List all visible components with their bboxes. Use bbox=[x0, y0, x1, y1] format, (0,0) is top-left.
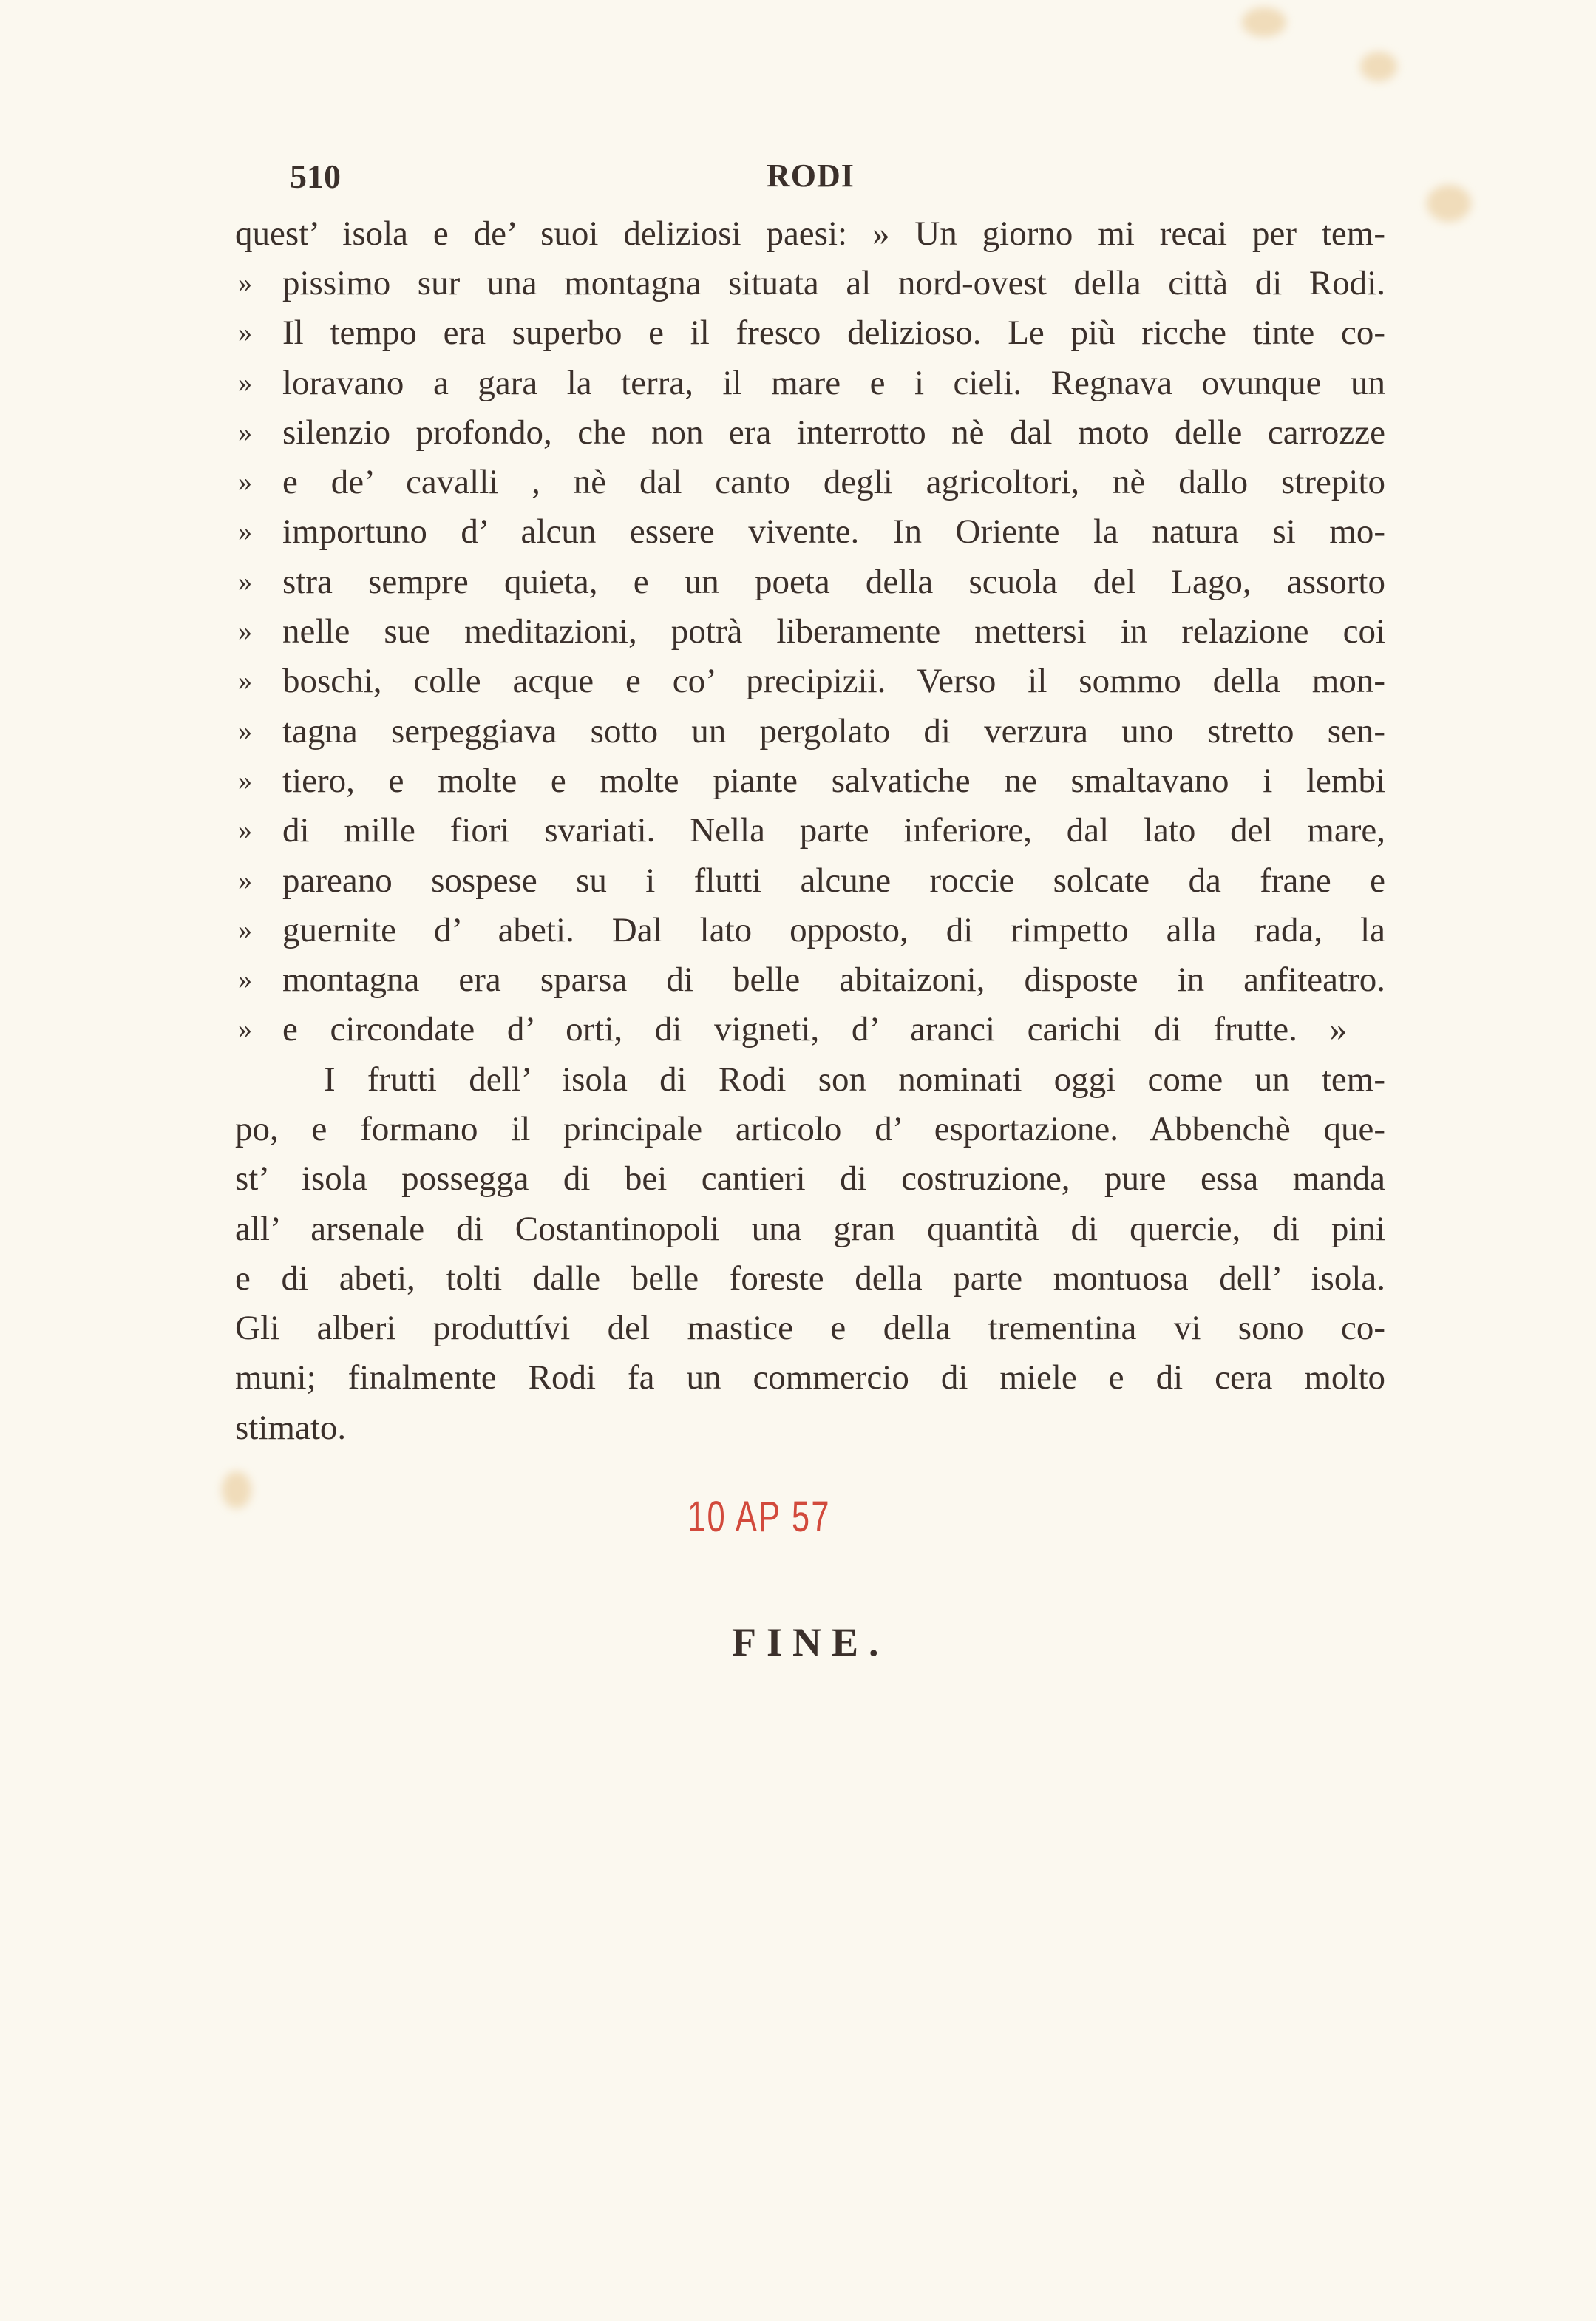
running-title: RODI bbox=[767, 157, 855, 194]
text-line bbox=[235, 1253, 1385, 1303]
line-text: nelle sue meditazioni, potrà liberamente mettersi in relazione coi bbox=[282, 612, 1385, 651]
text-line bbox=[235, 756, 1385, 805]
line-text: tiero, e molte e molte piante salvatiche ne smaltavano i lembi bbox=[282, 761, 1385, 800]
line-text: di mille fiori svariati. Nella parte inferiore, dal lato del mare, bbox=[282, 811, 1385, 850]
line-text: importuno d’ alcun essere vivente. In Oriente la natura si mo- bbox=[282, 512, 1385, 552]
quote-mark: » bbox=[238, 367, 252, 399]
text-line bbox=[235, 1054, 1385, 1104]
quote-mark: » bbox=[238, 467, 252, 498]
quote-mark: » bbox=[238, 914, 252, 946]
line-text: muni; finalmente Rodi fa un commercio di miele e di cera molto bbox=[235, 1358, 1385, 1397]
text-line bbox=[235, 855, 1385, 905]
body-text bbox=[235, 209, 1385, 1452]
line-text: guernite d’ abeti. Dal lato opposto, di rimpetto alla rada, la bbox=[282, 910, 1385, 949]
line-text: e de’ cavalli , nè dal canto degli agricoltori, nè dallo strepito bbox=[282, 463, 1385, 502]
line-text: po, e formano il principale articolo d’ esportazione. Abbenchè que- bbox=[235, 1109, 1385, 1148]
quote-mark: » bbox=[238, 715, 252, 747]
line-text: Gli alberi produttívi del mastice e della trementina vi sono co- bbox=[235, 1309, 1385, 1348]
quote-mark: » bbox=[238, 317, 252, 349]
line-text: stimato. bbox=[235, 1408, 347, 1447]
text-line bbox=[235, 258, 1385, 308]
text-line bbox=[235, 308, 1385, 358]
text-line bbox=[235, 209, 1385, 258]
quote-mark: » bbox=[238, 665, 252, 697]
line-text: pareano sospese su i flutti alcune roccie solcate da frane e bbox=[282, 861, 1385, 900]
quote-mark: » bbox=[238, 765, 252, 796]
text-line bbox=[235, 358, 1385, 407]
line-text: st’ isola possegga di bei cantieri di costruzione, pure essa manda bbox=[235, 1159, 1385, 1199]
end-mark: FINE. bbox=[732, 1620, 889, 1664]
line-text: e circondate d’ orti, di vigneti, d’ aranci carichi di frutte. » bbox=[282, 1010, 1347, 1049]
text-line bbox=[235, 407, 1385, 457]
line-text: all’ arsenale di Costantinopoli una gran quantità di quercie, di pini bbox=[235, 1209, 1385, 1248]
line-text: pissimo sur una montagna situata al nord-ovest della città di Rodi. bbox=[282, 263, 1385, 302]
text-line bbox=[235, 905, 1385, 955]
line-text: silenzio profondo, che non era interrotto nè dal moto delle carrozze bbox=[282, 413, 1385, 452]
text-line bbox=[235, 1154, 1385, 1204]
text-line bbox=[235, 1104, 1385, 1153]
library-date-stamp: 10 AP 57 bbox=[687, 1493, 831, 1541]
line-text: tagna serpeggiava sotto un pergolato di verzura uno stretto sen- bbox=[282, 711, 1385, 750]
text-line bbox=[235, 706, 1385, 756]
text-line bbox=[235, 1403, 1385, 1452]
text-line bbox=[235, 657, 1385, 706]
line-text: Il tempo era superbo e il fresco delizioso. Le più ricche tinte co- bbox=[282, 314, 1385, 353]
line-text: montagna era sparsa di belle abitaizoni, disposte in anfiteatro. bbox=[282, 960, 1385, 1000]
text-line bbox=[235, 806, 1385, 855]
text-line bbox=[235, 1353, 1385, 1403]
line-text: boschi, colle acque e co’ precipizii. Verso il sommo della mon- bbox=[282, 662, 1385, 701]
text-line bbox=[235, 955, 1385, 1004]
text-line bbox=[235, 1304, 1385, 1353]
quote-mark: » bbox=[238, 616, 252, 648]
quote-mark: » bbox=[238, 566, 252, 597]
page-header bbox=[290, 157, 1384, 201]
text-line bbox=[235, 1005, 1385, 1054]
page-number: 510 bbox=[290, 157, 341, 195]
text-line bbox=[235, 507, 1385, 557]
line-text: e di abeti, tolti dalle belle foreste della parte montuosa dell’ isola. bbox=[235, 1258, 1385, 1298]
quote-mark: » bbox=[238, 864, 252, 896]
line-text: stra sempre quieta, e un poeta della scuola del Lago, assorto bbox=[282, 562, 1385, 601]
text-line bbox=[235, 457, 1385, 506]
text-line bbox=[235, 1204, 1385, 1253]
quote-mark: » bbox=[238, 815, 252, 847]
quote-mark: » bbox=[238, 964, 252, 996]
text-line bbox=[235, 557, 1385, 606]
line-text: loravano a gara la terra, il mare e i cieli. Regnava ovunque un bbox=[282, 363, 1385, 402]
line-text: I frutti dell’ isola di Rodi son nominati oggi come un tem- bbox=[324, 1060, 1385, 1099]
line-text: quest’ isola e de’ suoi deliziosi paesi: » Un giorno mi recai per tem- bbox=[235, 214, 1385, 253]
quote-mark: » bbox=[238, 267, 252, 299]
quote-mark: » bbox=[238, 516, 252, 548]
quote-mark: » bbox=[238, 416, 252, 448]
text-line bbox=[235, 606, 1385, 656]
quote-mark: » bbox=[238, 1014, 252, 1046]
